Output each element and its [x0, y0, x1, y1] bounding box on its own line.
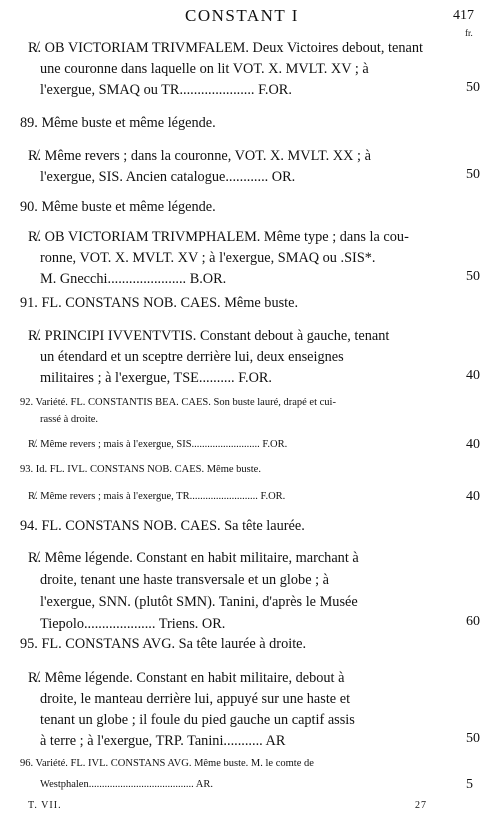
- entry-line: 90. Même buste et même légende.: [20, 199, 216, 215]
- entry-line: 96. Variété. FL. IVL. CONSTANS AVG. Même buste. M. le comte de: [20, 758, 314, 769]
- currency-label: fr.: [465, 28, 473, 38]
- entry-line: R̸. Même revers ; mais à l'exergue, SIS.......................... F.OR.: [28, 439, 288, 450]
- entry-line: 95. FL. CONSTANS AVG. Sa tête laurée à droite.: [20, 636, 307, 652]
- entry-line: 93. Id. FL. IVL. CONSTANS NOB. CAES. Même buste.: [20, 464, 261, 475]
- price-value: 5: [466, 777, 473, 792]
- entry-line: droite, tenant une haste transversale et un globe ; à: [40, 572, 330, 588]
- entry-line: rassé à droite.: [40, 414, 99, 425]
- price-value: 50: [466, 167, 480, 182]
- entry-line: R̸. PRINCIPI IVVENTVTIS. Constant debout à gauche, tenant: [28, 328, 390, 344]
- entry-line: tenant un globe ; il foule du pied gauche un captif assis: [40, 712, 355, 728]
- entry-line: R̸. OB VICTORIAM TRIVMFALEM. Deux Victoires debout, tenant: [28, 40, 423, 56]
- entry-line: 94. FL. CONSTANS NOB. CAES. Sa tête laurée.: [20, 518, 305, 534]
- page-title: CONSTANT I: [185, 6, 299, 25]
- price-value: 50: [466, 269, 480, 284]
- entry-line: Westphalen........................................ AR.: [40, 779, 213, 790]
- entry-line: l'exergue, SIS. Ancien catalogue............ OR.: [40, 169, 296, 185]
- entry-line: ronne, VOT. X. MVLT. XV ; à l'exergue, SMAQ ou .SIS*.: [40, 250, 376, 266]
- price-value: 40: [466, 437, 480, 452]
- entry-line: 92. Variété. FL. CONSTANTIS BEA. CAES. Son buste lauré, drapé et cui-: [20, 397, 336, 408]
- entry-line: R̸. OB VICTORIAM TRIVMPHALEM. Même type ; dans la cou-: [28, 229, 409, 245]
- entry-line: R̸. Même revers ; dans la couronne, VOT. X. MVLT. XX ; à: [28, 148, 371, 164]
- entry-line: 89. Même buste et même légende.: [20, 115, 216, 131]
- price-value: 60: [466, 614, 480, 629]
- entry-line: 91. FL. CONSTANS NOB. CAES. Même buste.: [20, 295, 299, 311]
- entry-line: militaires ; à l'exergue, TSE.......... F.OR.: [40, 370, 273, 386]
- entry-line: R̸. Même légende. Constant en habit militaire, debout à: [28, 670, 345, 686]
- entry-line: l'exergue, SMAQ ou TR..................... F.OR.: [40, 82, 292, 98]
- page-number: 417: [453, 8, 474, 23]
- price-value: 40: [466, 489, 480, 504]
- price-value: 50: [466, 80, 480, 95]
- entry-line: un étendard et un sceptre derrière lui, deux enseignes: [40, 349, 344, 365]
- price-value: 40: [466, 368, 480, 383]
- entry-line: l'exergue, SNN. (plutôt SMN). Tanini, d'après le Musée: [40, 594, 358, 610]
- entry-line: M. Gnecchi...................... B.OR.: [40, 271, 227, 287]
- entry-line: R̸. Même légende. Constant en habit militaire, marchant à: [28, 550, 359, 566]
- entry-line: Tiepolo.................... Triens. OR.: [40, 616, 226, 632]
- price-value: 50: [466, 731, 480, 746]
- entry-line: une couronne dans laquelle on lit VOT. X. MVLT. XV ; à: [40, 61, 369, 77]
- entry-line: R̸. Même revers ; mais à l'exergue, TR.......................... F.OR.: [28, 491, 286, 502]
- volume-label: T. VII.: [28, 800, 62, 811]
- signature-mark: 27: [415, 800, 427, 811]
- entry-line: droite, le manteau derrière lui, appuyé sur une haste et: [40, 691, 351, 707]
- entry-line: à terre ; à l'exergue, TRP. Tanini........... AR: [40, 733, 286, 749]
